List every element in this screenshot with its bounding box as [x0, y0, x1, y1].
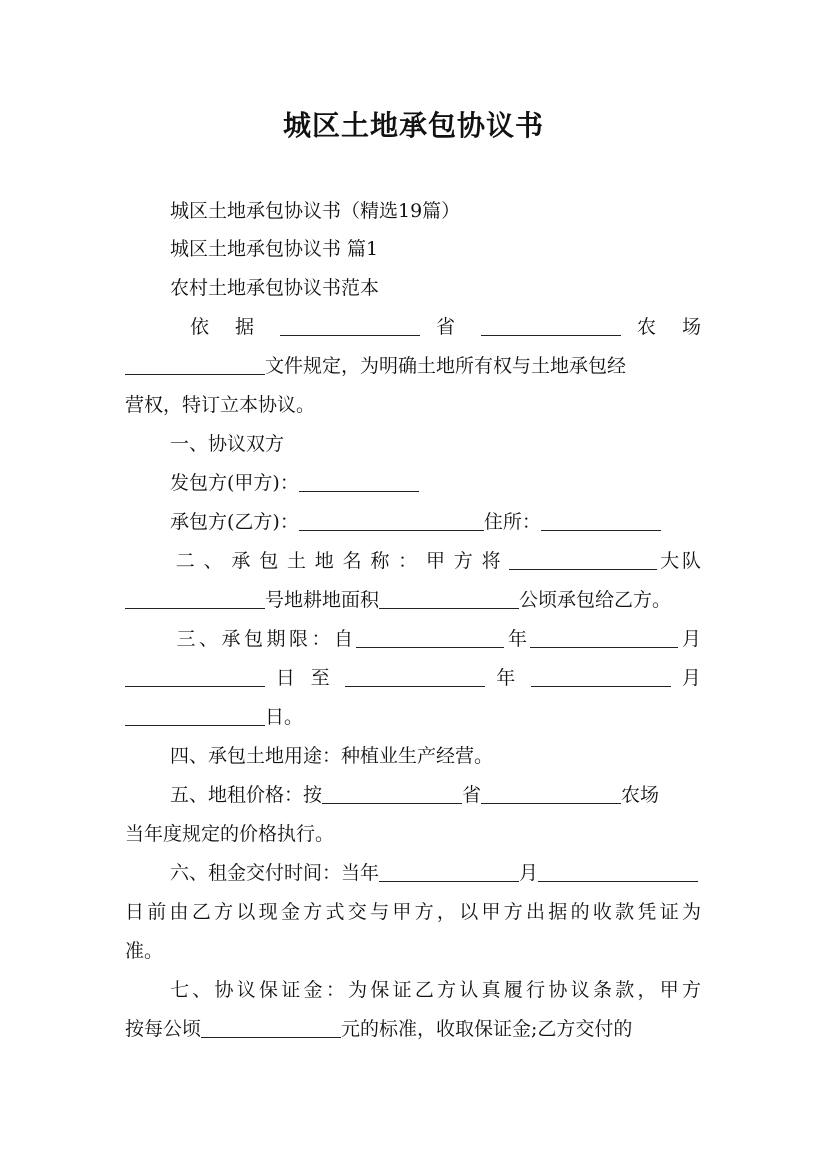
document-title: 城区土地承包协议书	[282, 109, 544, 142]
blank-field[interactable]	[481, 317, 621, 336]
blank-field[interactable]	[531, 668, 671, 687]
address-blank[interactable]	[541, 512, 661, 531]
party-b-line: 承包方(乙方)： 住所：	[170, 510, 701, 534]
section-3-line-1: 三、承包期限：自 年 月	[173, 628, 701, 650]
blank-field[interactable]	[201, 1019, 341, 1038]
blank-field[interactable]	[379, 863, 519, 882]
subtitle: 城区土地承包协议书（精选19篇）	[170, 200, 461, 222]
party-a-blank[interactable]	[299, 473, 419, 492]
section-1-heading: 一、协议双方	[170, 433, 285, 455]
blank-field[interactable]	[125, 668, 265, 687]
section-7-line-1: 七、协议保证金：为保证乙方认真履行协议条款，甲方	[170, 979, 701, 1001]
section-2-line-2: 号地耕地面积 公顷承包给乙方。	[125, 588, 701, 612]
blank-field[interactable]	[280, 317, 420, 336]
party-a-line: 发包方(甲方)：	[170, 471, 701, 495]
section-6-line-2: 日前由乙方以现金方式交与甲方，以甲方出据的收款凭证为	[125, 901, 701, 923]
part-heading: 城区土地承包协议书 篇1	[170, 238, 379, 260]
blank-field[interactable]	[125, 590, 265, 609]
party-b-blank[interactable]	[299, 512, 484, 531]
section-2-line-1: 二、承包土地名称：甲方将 大队	[173, 550, 701, 572]
section-5-line-2: 当年度规定的价格执行。	[125, 823, 335, 845]
section-6-line-3: 准。	[125, 940, 164, 962]
blank-field[interactable]	[356, 629, 504, 648]
section-7-line-2: 按每公顷 元的标准，收取保证金;乙方交付的	[125, 1018, 633, 1040]
section-5-line-1: 五、地租价格：按 省 农场	[170, 784, 660, 806]
intro-line-1: 依 据 省 农 场	[180, 316, 701, 338]
section-3-line-3: 日。	[125, 705, 701, 729]
blank-field[interactable]	[538, 863, 698, 882]
intro-line-2: 文件规定，为明确土地所有权与土地承包经	[125, 354, 701, 378]
blank-field[interactable]	[125, 356, 265, 375]
sample-heading: 农村土地承包协议书范本	[170, 277, 380, 299]
section-6-line-1: 六、租金交付时间：当年 月	[170, 861, 701, 885]
section-3-line-2: 日 至 年 月	[125, 666, 701, 690]
blank-field[interactable]	[379, 590, 519, 609]
section-4: 四、承包土地用途：种植业生产经营。	[170, 745, 494, 767]
blank-field[interactable]	[481, 785, 621, 804]
blank-field[interactable]	[509, 551, 657, 570]
blank-field[interactable]	[530, 629, 678, 648]
intro-line-3: 营权，特订立本协议。	[125, 394, 316, 416]
blank-field[interactable]	[345, 668, 485, 687]
blank-field[interactable]	[322, 785, 462, 804]
blank-field[interactable]	[125, 707, 265, 726]
